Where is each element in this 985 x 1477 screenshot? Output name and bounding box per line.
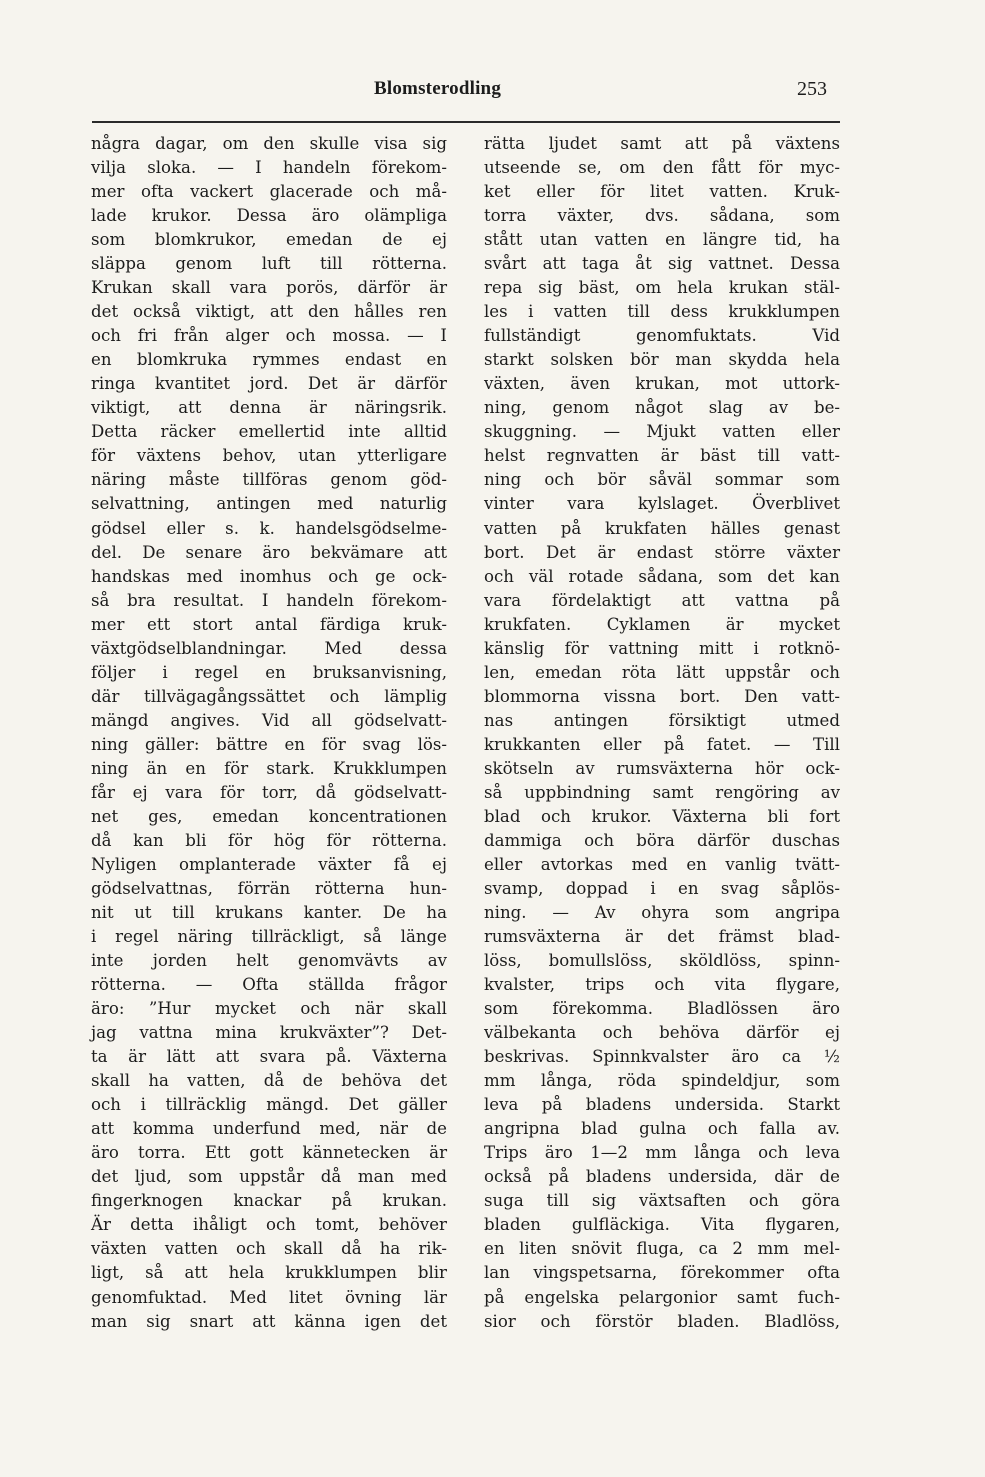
text-line: man sig snart att känna igen det	[91, 1311, 447, 1331]
text-line: fullständigt genomfuktats. Vid	[484, 326, 840, 346]
text-line: selvattning, antingen med naturlig	[91, 494, 447, 514]
text-line: utseende se, om den fått för myc-	[484, 158, 840, 178]
text-line: mer ofta vackert glacerade och må-	[91, 182, 447, 202]
text-line: rumsväxterna är det främst blad-	[484, 927, 840, 947]
text-line: gödsel eller s. k. handelsgödselme-	[91, 518, 447, 538]
text-line: som förekomma. Bladlössen äro	[484, 999, 840, 1019]
text-line: genomfuktad. Med litet övning lär	[91, 1287, 447, 1307]
text-line: ning och bör såväl sommar som	[484, 470, 840, 490]
text-line: också på bladens undersida, där de	[484, 1167, 840, 1187]
text-line: växtgödselblandningar. Med dessa	[91, 638, 447, 658]
text-line: en blomkruka rymmes endast en	[91, 350, 447, 370]
text-line: jag vattna mina krukväxter”? Det-	[91, 1023, 447, 1043]
text-line: skuggning. — Mjukt vatten eller	[484, 422, 840, 442]
text-line: det ljud, som uppstår då man med	[91, 1167, 447, 1187]
text-line: äro torra. Ett gott kännetecken är	[91, 1143, 447, 1163]
text-line: net ges, emedan koncentrationen	[91, 806, 447, 826]
text-line: leva på bladens undersida. Starkt	[484, 1095, 840, 1115]
text-line: suga till sig växtsaften och göra	[484, 1191, 840, 1211]
text-line: lade krukor. Dessa äro olämpliga	[91, 206, 447, 226]
text-line: ning. — Av ohyra som angripa	[484, 903, 840, 922]
text-line: stått utan vatten en längre tid, ha	[484, 230, 840, 250]
text-line: och i tillräcklig mängd. Det gäller	[91, 1095, 447, 1115]
text-line: vinter vara kylslaget. Överblivet	[484, 494, 840, 514]
text-line: eller avtorkas med en vanlig tvätt-	[484, 854, 840, 874]
text-line: skall ha vatten, då de behöva det	[91, 1071, 447, 1091]
text-line: del. De senare äro bekvämare att	[91, 542, 447, 562]
text-line: nas antingen försiktigt utmed	[484, 710, 840, 730]
text-line: vilja sloka. — I handeln förekom-	[91, 158, 447, 178]
text-line: blad och krukor. Växterna bli fort	[484, 806, 840, 826]
text-line: skötseln av rumsväxterna hör ock-	[484, 758, 840, 778]
text-line: repa sig bäst, om hela krukan stäl-	[484, 278, 840, 298]
text-line: bladen gulfläckiga. Vita flygaren,	[484, 1215, 840, 1235]
text-line: bort. Det är endast större växter	[484, 542, 840, 562]
text-line: kvalster, trips och vita flygare,	[484, 975, 840, 995]
text-line: rötterna. — Ofta ställda frågor	[91, 975, 447, 995]
text-line: starkt solsken bör man skydda hela	[484, 350, 840, 370]
text-line: det också viktigt, att den hålles ren	[91, 302, 447, 322]
text-line: viktigt, att denna är näringsrik.	[91, 398, 447, 418]
text-line: så bra resultat. I handeln förekom-	[91, 590, 447, 610]
text-line: krukfaten. Cyklamen är mycket	[484, 614, 840, 634]
text-line: len, emedan röta lätt uppstår och	[484, 662, 840, 682]
text-line: en liten snövit fluga, ca 2 mm mel-	[484, 1239, 840, 1259]
text-line: fingerknogen knackar på krukan.	[91, 1191, 447, 1211]
text-line: att komma underfund med, när de	[91, 1119, 447, 1139]
text-line: les i vatten till dess krukklumpen	[484, 302, 840, 322]
text-line: ket eller för litet vatten. Kruk-	[484, 182, 840, 202]
running-header	[0, 78, 985, 106]
text-line: vatten på krukfaten hälles genast	[484, 518, 840, 538]
text-line: mm långa, röda spindeldjur, som	[484, 1071, 840, 1091]
text-line: blommorna vissna bort. Den vatt-	[484, 686, 840, 706]
text-line: dammiga och böra därför duschas	[484, 830, 840, 850]
text-line: svårt att taga åt sig vattnet. Dessa	[484, 254, 840, 274]
text-line: krukkanten eller på fatet. — Till	[484, 734, 840, 754]
text-line: näring måste tillföras genom göd-	[91, 470, 447, 490]
text-line: får ej vara för torr, då gödselvatt-	[91, 782, 447, 802]
running-title: Blomsterodling	[374, 78, 502, 99]
text-line: på engelska pelargonior samt fuch-	[484, 1287, 840, 1307]
text-line: Detta räcker emellertid inte alltid	[91, 422, 447, 442]
text-line: sior och förstör bladen. Bladlöss,	[484, 1311, 840, 1331]
text-line: ringa kvantitet jord. Det är därför	[91, 374, 447, 394]
text-line: välbekanta och behöva därför ej	[484, 1023, 840, 1043]
text-line: i regel näring tillräckligt, så länge	[91, 927, 447, 947]
header-rule	[92, 121, 840, 123]
text-line: släppa genom luft till rötterna.	[91, 254, 447, 274]
text-line: ning, genom något slag av be-	[484, 398, 840, 418]
text-line: torra växter, dvs. sådana, som	[484, 206, 840, 226]
text-line: svamp, doppad i en svag såplös-	[484, 878, 840, 898]
text-line: följer i regel en bruksanvisning,	[91, 662, 447, 682]
text-line: Trips äro 1—2 mm långa och leva	[484, 1143, 840, 1163]
text-line: helst regnvatten är bäst till vatt-	[484, 446, 840, 466]
text-line: nit ut till krukans kanter. De ha	[91, 903, 447, 922]
text-line: så uppbindning samt rengöring av	[484, 782, 840, 802]
text-line: några dagar, om den skulle visa sig	[91, 134, 447, 153]
text-line: lan vingspetsarna, förekommer ofta	[484, 1263, 840, 1283]
text-line: som blomkrukor, emedan de ej	[91, 230, 447, 250]
text-line: då kan bli för hög för rötterna.	[91, 830, 447, 850]
text-line: äro: ”Hur mycket och när skall	[91, 999, 447, 1019]
text-line: gödselvattnas, förrän rötterna hun-	[91, 878, 447, 898]
text-line: beskrivas. Spinnkvalster äro ca ½	[484, 1047, 840, 1067]
text-line: Nyligen omplanterade växter få ej	[91, 854, 447, 874]
page-number: 253	[797, 78, 827, 100]
text-line: ning gäller: bättre en för svag lös-	[91, 734, 447, 754]
left-column	[91, 132, 447, 1334]
text-line: handskas med inomhus och ge ock-	[91, 566, 447, 586]
text-line: ta är lätt att svara på. Växterna	[91, 1047, 447, 1067]
text-line: ligt, så att hela krukklumpen blir	[91, 1263, 447, 1283]
text-line: Krukan skall vara porös, därför är	[91, 278, 447, 298]
text-line: löss, bomullslöss, sköldlöss, spinn-	[484, 951, 840, 971]
text-line: angripna blad gulna och falla av.	[484, 1119, 840, 1139]
text-line: vara fördelaktigt att vattna på	[484, 590, 840, 610]
text-line: Är detta ihåligt och tomt, behöver	[91, 1215, 447, 1235]
right-column	[484, 132, 840, 1334]
text-line: för växtens behov, utan ytterligare	[91, 446, 447, 466]
text-line: mängd angives. Vid all gödselvatt-	[91, 710, 447, 730]
text-line: ning än en för stark. Krukklumpen	[91, 758, 447, 778]
text-line: rätta ljudet samt att på växtens	[484, 134, 840, 153]
text-line: känslig för vattning mitt i rotknö-	[484, 638, 840, 658]
text-line: och fri från alger och mossa. — I	[91, 326, 447, 346]
text-line: där tillvägagångssättet och lämplig	[91, 686, 447, 706]
text-line: inte jorden helt genomvävts av	[91, 951, 447, 971]
text-line: växten vatten och skall då ha rik-	[91, 1239, 447, 1259]
text-line: växten, även krukan, mot uttork-	[484, 374, 840, 394]
text-line: mer ett stort antal färdiga kruk-	[91, 614, 447, 634]
text-line: och väl rotade sådana, som det kan	[484, 566, 840, 586]
